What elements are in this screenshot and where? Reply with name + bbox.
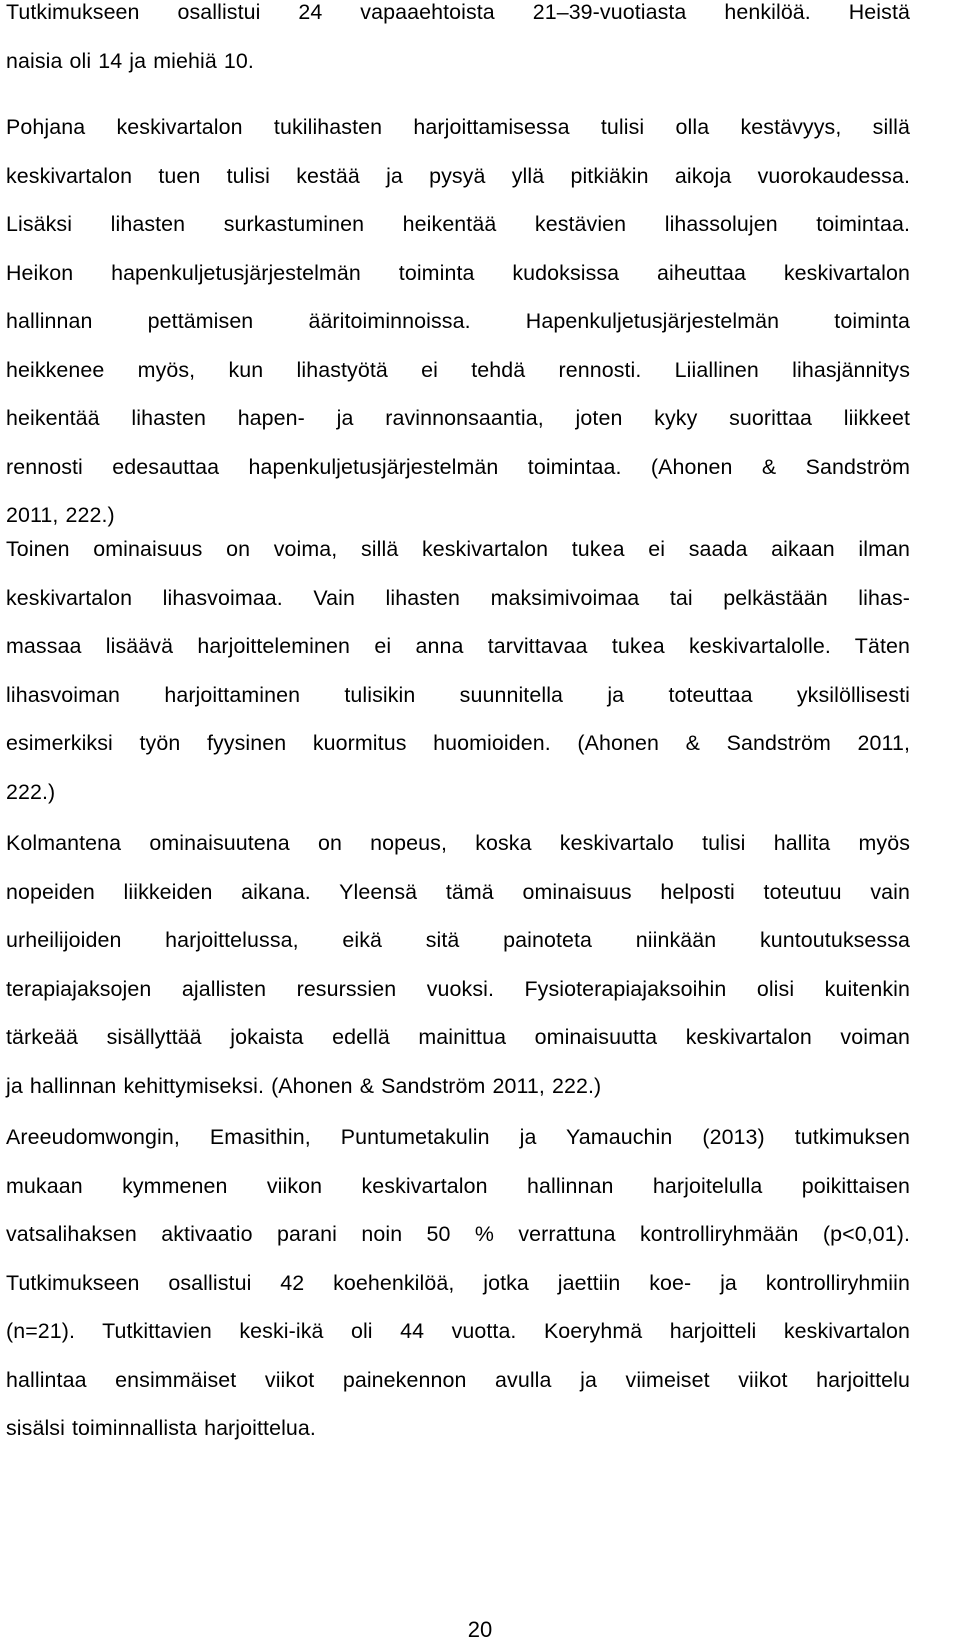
text-line: ja hallinnan kehittymiseksi. (Ahonen & Sandström 2011, 222.) — [6, 1073, 602, 1098]
text-line: Toinen ominaisuus on voima, sillä keskivartalon tukea ei saada aikaan ilman — [6, 537, 910, 561]
text-line: lihasvoiman harjoittaminen tulisikin suunnitella ja toteuttaa yksilöllisesti — [6, 682, 910, 707]
paragraph-study-results — [6, 1113, 910, 1453]
text-line: Pohjana keskivartalon tukilihasten harjoittamisessa tulisi olla kestävyys, sillä — [6, 115, 910, 139]
text-line: Tutkimukseen osallistui 24 vapaaehtoista 21–39-vuotiasta henkilöä. Heistä — [6, 0, 910, 24]
text-line: massaa lisäävä harjoitteleminen ei anna tarvittavaa tukea keskivartalolle. Täten — [6, 634, 910, 658]
text-line: Heikon hapenkuljetusjärjestelmän toiminta kudoksissa aiheuttaa keskivartalon — [6, 260, 910, 285]
text-line: heikkenee myös, kun lihastyötä ei tehdä rennosti. Liiallinen lihasjännitys — [6, 357, 910, 382]
text-line: 2011, 222.) — [6, 503, 115, 527]
text-line: esimerkiksi työn fyysinen kuormitus huomioiden. (Ahonen & Sandström 2011, — [6, 731, 910, 755]
text-line: vatsalihaksen aktivaatio parani noin 50 % verrattuna kontrolliryhmään (p<0,01). — [6, 1222, 910, 1246]
text-line: Tutkimukseen osallistui 42 koehenkilöä, jotka jaettiin koe- ja kontrolliryhmiin — [6, 1270, 910, 1295]
text-line: Areeudomwongin, Emasithin, Puntumetakulin ja Yamauchin (2013) tutkimuksen — [6, 1125, 910, 1149]
text-line: terapiajaksojen ajallisten resurssien vuoksi. Fysioterapiajaksoihin olisi kuitenkin — [6, 976, 910, 1001]
paragraph-study-participants — [6, 0, 910, 85]
text-line: nopeiden liikkeiden aikana. Yleensä tämä ominaisuus helposti toteutuu vain — [6, 879, 910, 904]
text-line: sisälsi toiminnallista harjoittelua. — [6, 1416, 316, 1440]
text-line: mukaan kymmenen viikon keskivartalon hallinnan harjoitelulla poikittaisen — [6, 1173, 910, 1198]
text-line: keskivartalon lihasvoimaa. Vain lihasten maksimivoimaa tai pelkästään lihas- — [6, 585, 910, 610]
paragraph-speed — [6, 819, 910, 1110]
text-line: 222.) — [6, 779, 56, 804]
text-line: naisia oli 14 ja miehiä 10. — [6, 48, 254, 73]
paragraph-endurance — [6, 103, 910, 540]
text-line: Kolmantena ominaisuutena on nopeus, koska keskivartalo tulisi hallita myös — [6, 831, 910, 855]
text-line: heikentää lihasten hapen- ja ravinnonsaantia, joten kyky suorittaa liikkeet — [6, 406, 910, 430]
text-line: Lisäksi lihasten surkastuminen heikentää kestävien lihassolujen toimintaa. — [6, 212, 910, 236]
paragraph-strength — [6, 525, 910, 816]
text-line: hallintaa ensimmäiset viikot painekennon avulla ja viimeiset viikot harjoittelu — [6, 1367, 910, 1392]
text-line: keskivartalon tuen tulisi kestää ja pysyä yllä pitkiäkin aikoja vuorokaudessa. — [6, 163, 910, 188]
text-line: hallinnan pettämisen ääritoiminnoissa. Hapenkuljetusjärjestelmän toiminta — [6, 309, 910, 333]
text-line: tärkeää sisällyttää jokaista edellä mainittua ominaisuutta keskivartalon voiman — [6, 1025, 910, 1049]
text-line: (n=21). Tutkittavien keski-ikä oli 44 vuotta. Koeryhmä harjoitteli keskivartalon — [6, 1319, 910, 1343]
page-number: 20 — [467, 1617, 493, 1642]
text-line: rennosti edesauttaa hapenkuljetusjärjestelmän toimintaa. (Ahonen & Sandström — [6, 454, 910, 479]
text-line: urheilijoiden harjoittelussa, eikä sitä painoteta niinkään kuntoutuksessa — [6, 928, 910, 952]
